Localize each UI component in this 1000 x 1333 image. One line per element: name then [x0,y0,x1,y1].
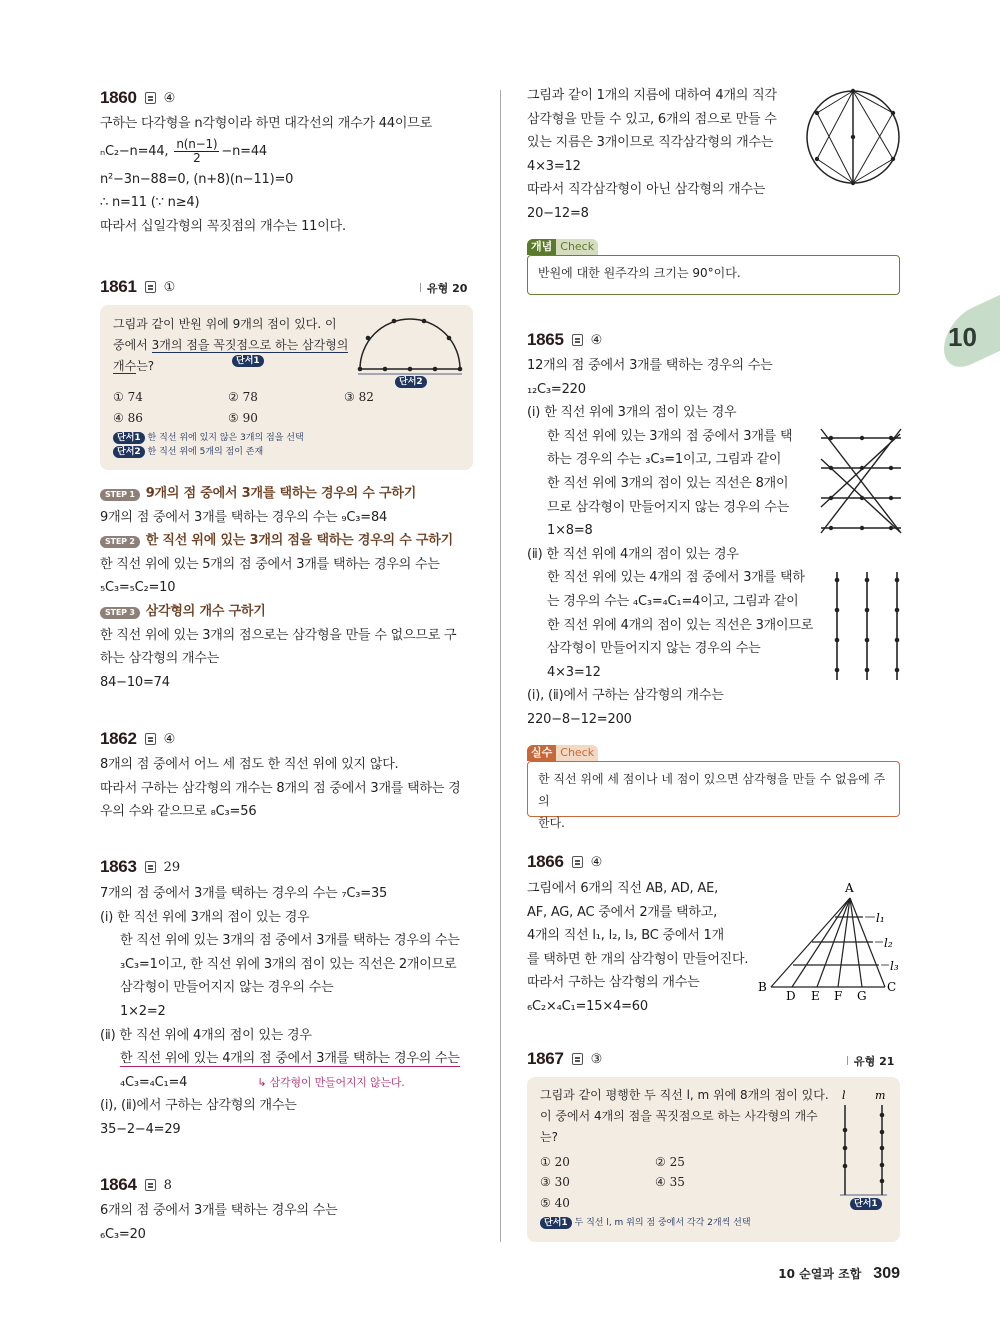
grid-lines-diagram [818,425,904,535]
type-tag[interactable]: 유형 21 [847,1053,894,1069]
text-line: 를 택하면 한 개의 삼각형이 만들어진다. [527,951,749,967]
choice-2[interactable]: ② 25 [655,1155,685,1169]
parallel-lines-diagram [835,1087,895,1199]
answer-icon [145,92,156,104]
text-line: 따라서 십일각형의 꼭짓점의 개수는 11이다. [100,218,346,234]
text: 는? [136,359,155,373]
check-label: Check [560,746,595,759]
hint-1 [113,431,304,445]
check-text: 반원에 대한 원주각의 크기는 90°이다. [538,266,741,280]
problem-1863-header [100,857,180,877]
answer-icon [145,861,156,873]
text-line: 8개의 점 중에서 어느 세 점도 한 직선 위에 있지 않다. [100,757,399,772]
text-line: (ⅰ) 한 직선 위에 3개의 점이 있는 경우 [527,405,737,421]
problem-1864-header [100,1175,172,1195]
choice-5[interactable]: ⑤ 90 [228,411,258,425]
choice-5[interactable]: ⑤ 40 [540,1196,570,1210]
text-line: (ⅰ) 한 직선 위에 3개의 점이 있는 경우 [100,909,310,925]
text-line: 한 직선 위에 있는 3개의 점 중에서 3개를 택하는 경우의 수는 [120,933,460,949]
text-line: 따라서 직각삼각형이 아닌 삼각형의 개수는 [527,182,766,198]
text: 중에서 [113,338,152,352]
text-line: 는? [540,1130,558,1144]
solution-1861-steps [100,482,456,694]
choice-1[interactable]: ① 20 [540,1155,570,1169]
text-line: 그림에서 6개의 직선 AB, AD, AE, [527,881,719,896]
answer: 8 [163,1177,172,1193]
hint-text: 두 직선 l, m 위의 점 중에서 각각 2개씩 선택 [574,1218,751,1228]
hint-1 [540,1216,751,1230]
text-line: ₁₂C₃=220 [527,381,586,397]
step-badge: STEP 2 [100,536,140,548]
answer: ① [163,279,176,295]
solution-1862 [100,753,460,824]
hint-badge-1: 단서1 [232,355,264,367]
label-l1: l₁ [876,911,885,925]
step-title: 한 직선 위에 있는 3개의 점을 택하는 경우의 수 구하기 [145,533,453,549]
formula: −n=44 [221,143,267,159]
step-badge: STEP 3 [100,607,140,619]
column-divider [500,90,501,1242]
text-line: 따라서 구하는 삼각형의 개수는 [527,975,700,991]
label-G: G [857,989,867,1003]
mistake-check-tag [527,745,598,761]
text-line: 이 중에서 4개의 점을 꼭짓점으로 하는 사각형의 개수 [540,1109,818,1123]
hints [113,431,304,459]
label-l2: l₂ [884,936,893,950]
answer-icon [572,856,583,868]
text-line: 므로 삼각형이 만들어지지 않는 경우의 수는 [547,499,790,515]
solution-1866 [527,877,748,1019]
text-line: 35−2−4=29 [100,1121,181,1137]
label-C: C [887,980,897,994]
text-line: 4개의 직선 l₁, l₂, l₃, BC 중에서 1개 [527,928,724,944]
problem-1860-header [100,88,175,108]
text-line: 9개의 점 중에서 3개를 택하는 경우의 수는 ₉C₃=84 [100,509,388,525]
choice-4[interactable]: ④ 35 [655,1175,685,1189]
text-line [113,335,348,356]
text-line: 220−8−12=200 [527,711,632,727]
text-line: 하는 삼각형의 개수는 [100,651,220,667]
solution-1864-continued [527,84,777,226]
text-line: 그림과 같이 평행한 두 직선 l, m 위에 8개의 점이 있다. [540,1088,829,1102]
answer: 29 [163,859,181,875]
label-E: E [811,989,820,1003]
label-l: l [842,1089,846,1102]
underlined-text: 한 직선 위에 있는 4개의 점 중에서 3개를 택하는 경우의 수는 [120,1051,460,1067]
answer: ④ [163,731,176,747]
problem-box-1861 [100,305,473,470]
text-line: (ⅱ) 한 직선 위에 4개의 점이 있는 경우 [527,546,739,562]
problem-number: 1861 [100,277,137,296]
choice-1[interactable]: ① 74 [113,390,143,404]
chapter-title: 10 순열과 조합 [778,1267,862,1281]
hint-text: 한 직선 위에 있지 않은 3개의 점을 선택 [147,433,304,443]
answer-icon [145,281,156,293]
text-line: n²−3n−88=0, (n+8)(n−11)=0 [100,171,294,187]
problem-number: 1867 [527,1049,564,1068]
vertical-lines-diagram [830,570,905,682]
page-footer [778,1265,900,1283]
text-line: 하는 경우의 수는 ₃C₃=1이고, 그림과 같이 [547,452,782,468]
mistake-check-box [527,761,900,830]
hint-badge: 단서2 [113,446,145,458]
text-line: 는 경우의 수는 ₄C₃=₄C₁=4이고, 그림과 같이 [547,593,799,609]
choice-3[interactable]: ③ 30 [540,1175,570,1189]
answer: ④ [163,90,176,106]
step-2-title [100,529,456,553]
numerator: n(n−1) [176,136,218,151]
concept-check-box [527,255,900,295]
text-line: 그림과 같이 반원 위에 9개의 점이 있다. 이 [113,317,337,331]
problem-1862-header [100,729,175,749]
problem-box-1867 [527,1077,900,1242]
solution-1860 [100,112,432,238]
annotation-text: 삼각형이 만들어지지 않는다. [269,1075,405,1089]
problem-1865-header [527,330,602,350]
label-B: B [758,980,767,994]
solution-1865 [527,354,813,732]
solution-1864 [100,1199,337,1246]
problem-text [113,314,348,377]
text-line: 삼각형이 만들어지지 않는 경우의 수는 [547,641,761,657]
text-line: (ⅰ), (ⅱ)에서 구하는 삼각형의 개수는 [100,1098,297,1114]
check-label: Check [560,240,595,253]
step-badge: STEP 1 [100,489,140,501]
text-line: 한 직선 위에 있는 3개의 점 중에서 3개를 택 [547,428,793,444]
text-line: ∴ n=11 (∵ n≥4) [100,195,200,211]
answer-icon [572,1053,583,1065]
hint-badge-diagram: 단서1 [850,1198,882,1210]
answer: ③ [590,1051,603,1067]
answer-icon [145,1179,156,1191]
text-line: ₆C₃=20 [100,1226,146,1242]
text-line: 한 직선 위에 있는 3개의 점으로는 삼각형을 만들 수 없으므로 구 [100,627,457,643]
answer-icon [572,334,583,346]
concept-check-tag [527,239,598,255]
text-line: AF, AG, AC 중에서 2개를 택하고, [527,904,718,920]
problem-text [540,1085,829,1148]
problem-number: 1864 [100,1175,137,1194]
text-line: 7개의 점 중에서 3개를 택하는 경우의 수는 ₇C₃=35 [100,886,388,901]
denominator: 2 [193,150,201,165]
step-1-title [100,482,456,506]
text-line: (ⅰ), (ⅱ)에서 구하는 삼각형의 개수는 [527,688,724,704]
problem-number: 1866 [527,852,564,871]
text-line: 삼각형이 만들어지지 않는 경우의 수는 [120,980,334,996]
step-title: 9개의 점 중에서 3개를 택하는 경우의 수 구하기 [145,486,417,501]
answer: ④ [590,854,603,870]
problem-1861-header [100,277,175,297]
check-text: 한다. [538,816,565,830]
text-line: 12개의 점 중에서 3개를 택하는 경우의 수는 [527,358,773,373]
triangle-diagram [755,878,905,1003]
text-line: 삼각형을 만들 수 있고, 6개의 점으로 만들 수 [527,111,777,127]
fraction [174,138,219,165]
solution-1863 [100,882,460,1142]
label-A: A [845,881,854,895]
choice-4[interactable]: ④ 86 [113,411,143,425]
hint-badge: 단서1 [113,432,145,444]
text-line: 4×3=12 [547,664,601,680]
text-line: 1×2=2 [120,1003,166,1019]
choice-2[interactable]: ② 78 [228,390,258,404]
answer: ④ [590,332,603,348]
label-m: m [875,1089,886,1102]
problem-number: 1865 [527,330,564,349]
step-3-title [100,600,456,624]
text-line [100,1047,460,1071]
fraction-line [100,136,432,168]
check-text: 한 직선 위에 세 점이나 네 점이 있으면 삼각형을 만들 수 없음에 주의 [538,772,886,808]
text-line [100,1071,460,1095]
label-D: D [786,989,796,1003]
annotation: ↳ 삼각형이 만들어지지 않는다. [257,1075,405,1089]
text-line: ₃C₃=1이고, 한 직선 위에 3개의 점이 있는 직선은 2개이므로 [120,956,457,972]
underlined-text: 3개의 점을 꼭짓점으로 하는 삼각형의 [151,338,349,352]
text-line: (ⅱ) 한 직선 위에 4개의 점이 있는 경우 [100,1027,312,1043]
type-tag[interactable]: 유형 20 [420,280,467,296]
text-line: 6개의 점 중에서 3개를 택하는 경우의 수는 [100,1203,338,1218]
formula: ₙC₂−n=44, [100,143,169,159]
step-title: 삼각형의 개수 구하기 [145,603,266,619]
problem-number: 1863 [100,857,137,876]
text-line: 따라서 구하는 삼각형의 개수는 8개의 점 중에서 3개를 택하는 경 [100,780,461,796]
answer-icon [145,733,156,745]
text-line: 우의 수와 같으므로 ₈C₃=56 [100,804,257,820]
problem-number: 1860 [100,88,137,107]
page-number: 309 [873,1265,900,1282]
hint-text: 한 직선 위에 5개의 점이 존재 [147,447,264,457]
check-tag-label: 실수 [527,745,556,761]
text-line: 한 직선 위에 있는 5개의 점 중에서 3개를 택하는 경우의 수는 [100,556,440,572]
text-line: 한 직선 위에 있는 4개의 점 중에서 3개를 택하 [547,570,805,586]
text-line: ₅C₃=₅C₂=10 [100,580,176,596]
hint-2 [113,445,304,459]
problem-number: 1862 [100,729,137,748]
problem-1866-header [527,852,602,872]
problem-1867-header [527,1049,602,1069]
text-line: 그림과 같이 1개의 지름에 대하여 4개의 직각 [527,88,777,103]
text-line: 있는 지름은 3개이므로 직각삼각형의 개수는 [527,135,774,151]
text-line: ₆C₂×₄C₁=15×4=60 [527,998,648,1014]
text-line: 구하는 다각형을 n각형이라 하면 대각선의 개수가 44이므로 [100,116,433,131]
text-line: 84−10=74 [100,674,170,690]
choice-3[interactable]: ③ 82 [344,390,374,404]
chapter-number: 10 [948,322,977,352]
text-line: 한 직선 위에 4개의 점이 있는 직선은 3개이므로 [547,617,814,633]
text-line: 1×8=8 [547,523,593,539]
hint-badge-2: 단서2 [395,376,427,388]
text-line: 4×3=12 [527,158,581,174]
text-line: 한 직선 위에 3개의 점이 있는 직선은 8개이 [547,475,789,491]
text-line: 20−12=8 [527,205,589,221]
check-tag-label: 개념 [527,239,556,255]
text-line [113,356,348,377]
formula: ₄C₃=₄C₁=4 [120,1074,188,1090]
circle-diagram [800,84,906,190]
underlined-text: 개수 [113,359,137,373]
label-F: F [834,989,843,1003]
label-l3: l₃ [890,959,899,973]
hint-badge: 단서1 [540,1217,572,1229]
